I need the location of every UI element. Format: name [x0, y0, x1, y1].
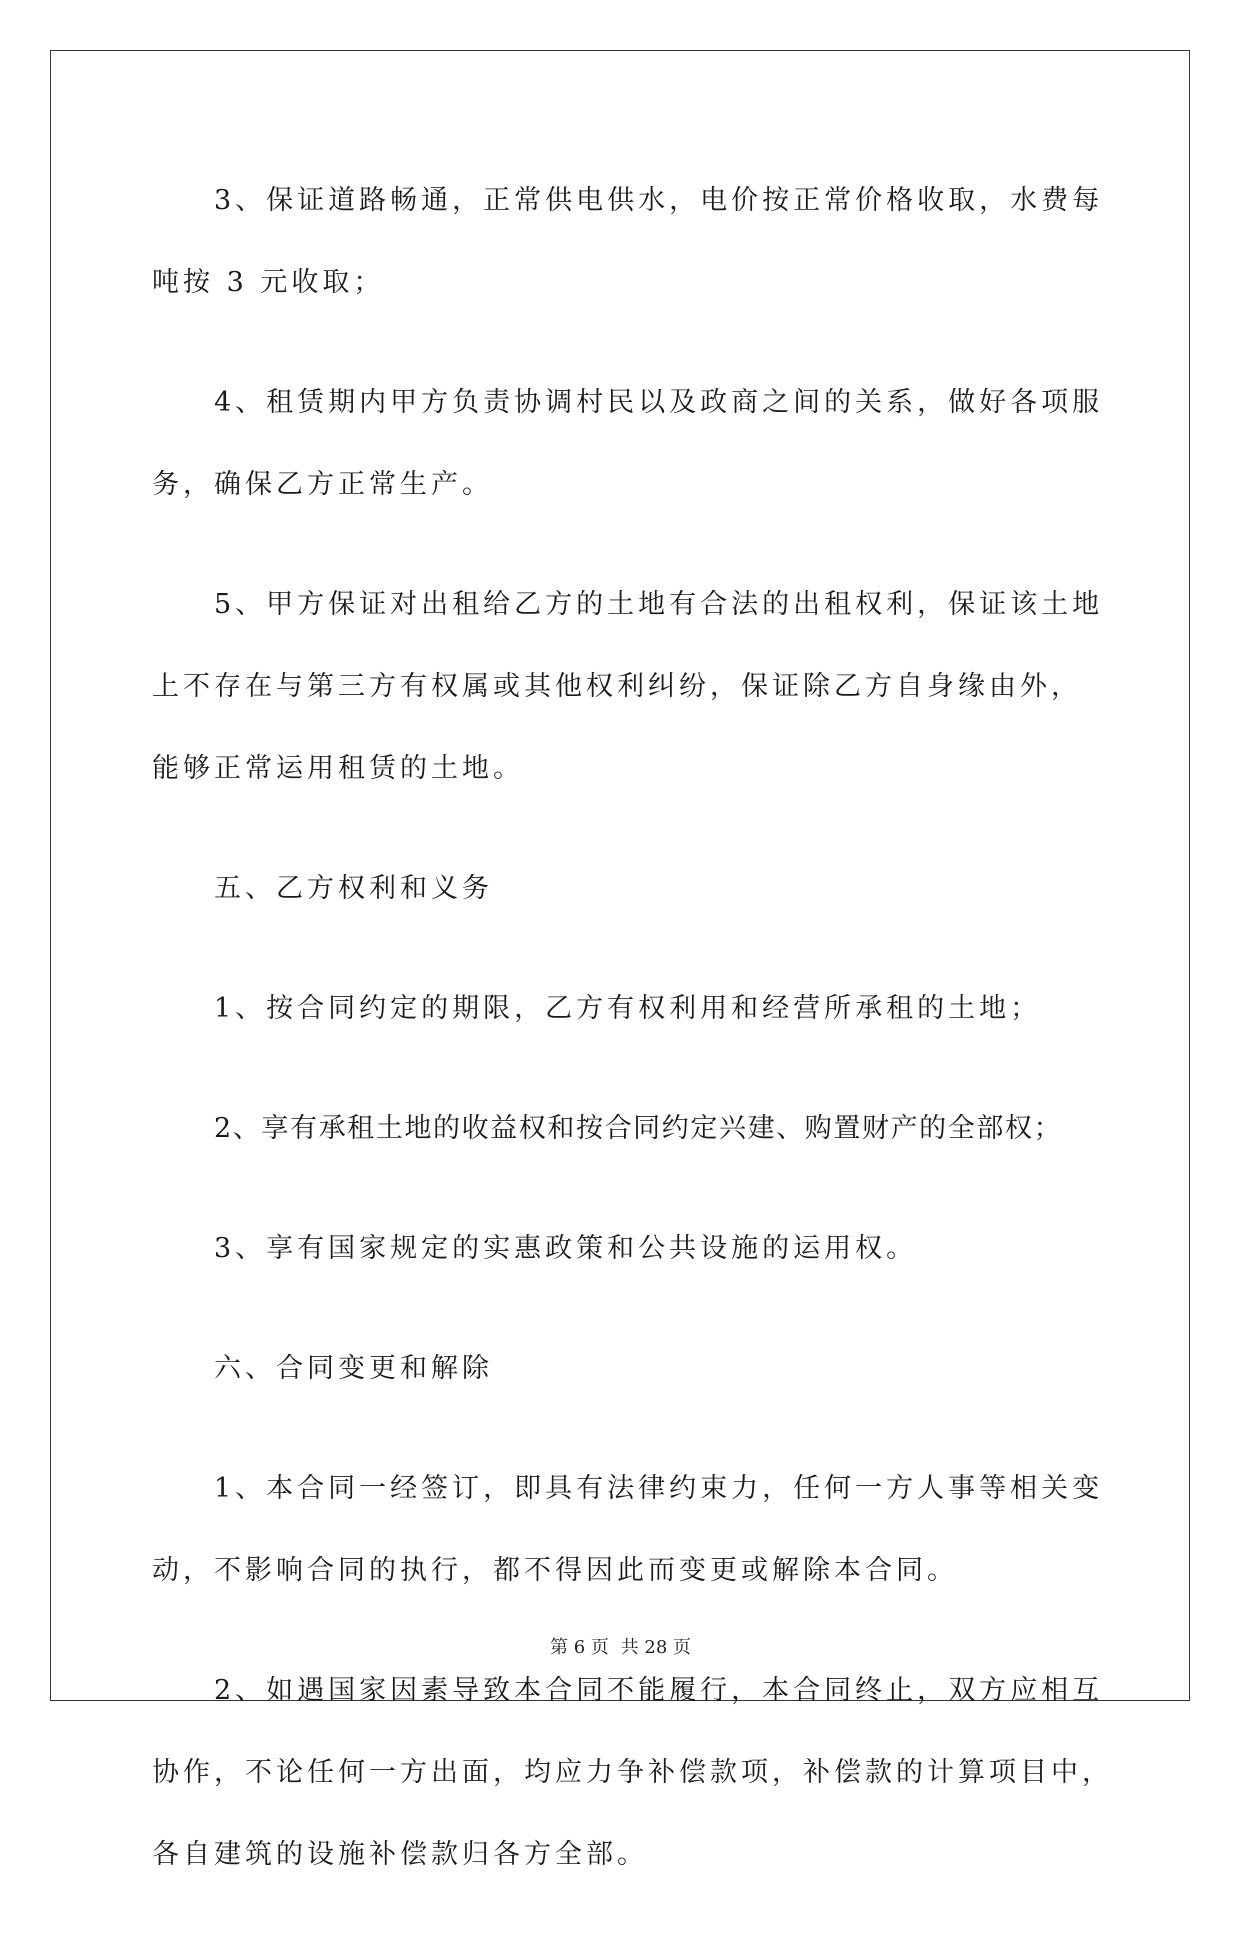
section-heading	[152, 1328, 1092, 1410]
paragraph	[152, 1650, 1113, 1896]
text-line: 务，确保乙方正常生产。	[152, 469, 493, 500]
text-line: 1、按合同约定的期限，乙方有权利用和经营所承租的土地；	[214, 993, 1042, 1024]
paragraph	[152, 1088, 1092, 1170]
section-heading	[152, 848, 1092, 930]
text-line: 3、保证道路畅通，正常供电供水，电价按正常价格收取，水费每	[214, 185, 1104, 216]
paragraph	[152, 968, 1092, 1050]
paragraph	[152, 564, 1104, 810]
text-line: 六、合同变更和解除	[214, 1353, 493, 1384]
text-line: 上不存在与第三方有权属或其他权利纠纷，保证除乙方自身缘由外，	[152, 671, 1082, 702]
text-line: 能够正常运用租赁的土地。	[152, 753, 524, 784]
paragraph	[152, 1208, 1092, 1290]
paragraph	[152, 160, 1104, 324]
text-line: 5、甲方保证对出租给乙方的土地有合法的出租权利，保证该土地	[214, 589, 1104, 620]
paragraph	[152, 362, 1104, 526]
text-line: 2、如遇国家因素导致本合同不能履行，本合同终止，双方应相互	[214, 1675, 1104, 1706]
text-line: 2、享有承租土地的收益权和按合同约定兴建、购置财产的全部权；	[214, 1113, 1063, 1144]
page-footer	[0, 1633, 1241, 1659]
text-line: 五、乙方权利和义务	[214, 873, 493, 904]
text-line: 3、享有国家规定的实惠政策和公共设施的运用权。	[214, 1233, 918, 1264]
text-line: 1、本合同一经签订，即具有法律约束力，任何一方人事等相关变	[214, 1473, 1104, 1504]
text-line: 动，不影响合同的执行，都不得因此而变更或解除本合同。	[152, 1555, 958, 1586]
text-line: 协作，不论任何一方出面，均应力争补偿款项，补偿款的计算项目中，	[152, 1757, 1113, 1788]
document-body	[152, 160, 1113, 1934]
paragraph	[152, 1448, 1104, 1612]
total-pages: 共 28 页	[620, 1637, 691, 1658]
text-line: 各自建筑的设施补偿款归各方全部。	[152, 1839, 648, 1870]
page-number: 第 6 页	[550, 1637, 609, 1658]
text-line: 4、租赁期内甲方负责协调村民以及政商之间的关系，做好各项服	[214, 387, 1104, 418]
text-line: 吨按 3 元收取；	[152, 267, 385, 298]
